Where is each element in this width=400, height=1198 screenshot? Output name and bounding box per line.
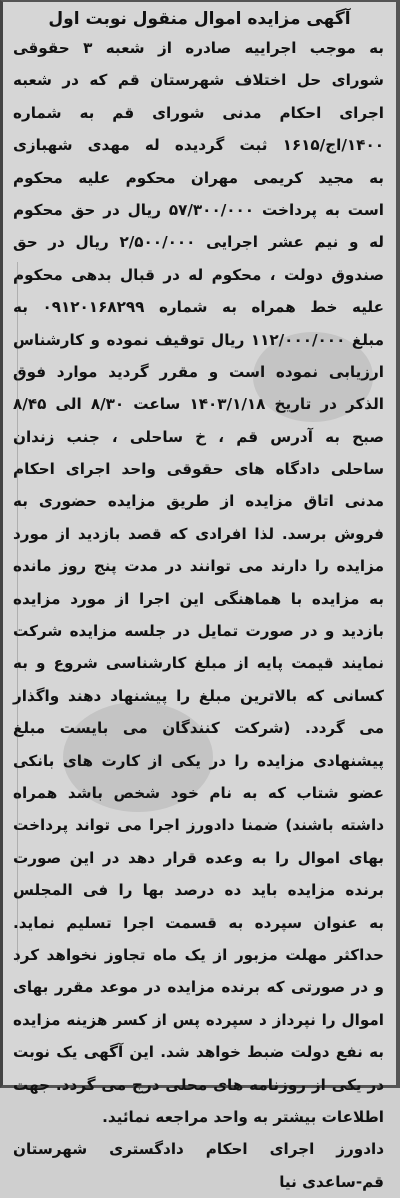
notice-line: بازدید و در صورت تمایل در جلسه مزایده شرکت bbox=[13, 622, 384, 641]
paper-stain bbox=[253, 332, 373, 422]
notice-line: مدنی اتاق مزایده از طریق مزایده حضوری به bbox=[13, 492, 384, 511]
notice-line: پیشنهادی مزایده را در یکی از کارت های بانکی bbox=[13, 751, 384, 770]
notice-line: له و نیم عشر اجرایی ۲/۵۰۰/۰۰۰ ریال در حق bbox=[13, 233, 384, 252]
notice-line: ساحلی دادگاه های حقوقی واحد اجرای احکام bbox=[13, 460, 384, 479]
notice-title: آگهی مزایده اموال منقول نوبت اول bbox=[48, 9, 351, 29]
notice-line: کسانی که بالاترین مبلغ را پیشنهاد دهند واگذار bbox=[13, 686, 384, 705]
notice-line: به نفع دولت ضبط خواهد شد. این آگهی یک نوبت bbox=[13, 1043, 384, 1062]
notice-line: داشته باشند) ضمنا دادورز اجرا می تواند پرداخت bbox=[13, 816, 384, 835]
notice-line: حداکثر مهلت مزبور از یک ماه تجاوز نخواهد کرد bbox=[13, 945, 384, 964]
notice-line: به عنوان سپرده به قسمت اجرا تسلیم نماید. bbox=[13, 913, 384, 932]
notice-line: و در صورتی که برنده مزایده در موعد مقرر بهای bbox=[13, 978, 384, 997]
notice-line: ۱۴۰۰/اج/۱۶۱۵ ثبت گردیده له مهدی شهبازی bbox=[13, 136, 384, 155]
notice-line: مزایده را دارند می توانند در مدت پنج روز مانده bbox=[13, 557, 384, 576]
notice-line: صبح به آدرس قم ، خ ساحلی ، جنب زندان bbox=[13, 427, 384, 446]
notice-line: فروش برسد. لذا افرادی که قصد بازدید از مورد bbox=[13, 524, 384, 543]
notice-line: اجرای احکام مدنی شورای قم به شماره bbox=[13, 103, 384, 122]
notice-line: عضو شتاب که به نام خود شخص باشد همراه bbox=[13, 783, 384, 802]
notice-line: به مجید کریمی مهران محکوم علیه محکوم bbox=[13, 168, 384, 187]
notice-line: به مزایده با هماهنگی این اجرا از مورد مزایده bbox=[13, 589, 384, 608]
notice-line: اموال را نپرداز د سپرده پس از کسر هزینه مزایده bbox=[13, 1010, 384, 1029]
notice-line: علیه خط همراه به شماره ۰۹۱۲۰۱۶۸۲۹۹ به bbox=[13, 298, 385, 317]
notice-line: در یکی از روزنامه های محلی درج می گردد. جهت bbox=[13, 1075, 384, 1094]
notice-line: می گردد. (شرکت کنندگان می بایست مبلغ bbox=[13, 719, 384, 738]
notice-line: الذکر در تاریخ ۱۴۰۳/۱/۱۸ ساعت ۸/۳۰ الی ۸/۴۵ bbox=[13, 395, 384, 414]
notice-line: صندوق دولت ، محکوم له در قبال بدهی محکوم bbox=[13, 265, 384, 284]
notice-signature: دادورز اجرای احکام دادگستری شهرستان bbox=[13, 1140, 384, 1159]
notice-signature-name: قم-ساعدی نیا bbox=[279, 1172, 384, 1191]
paper-stain bbox=[63, 702, 213, 812]
notice-body bbox=[3, 32, 396, 1198]
notice-line: اطلاعات بیشتر به واحد مراجعه نمائید. bbox=[102, 1107, 384, 1126]
notice-line: ارزیابی نموده است و مقرر گردید موارد فوق bbox=[13, 362, 384, 381]
notice-line: به موجب اجراییه صادره از شعبه ۳ حقوقی bbox=[13, 39, 384, 57]
notice-line: برنده مزایده باید ده درصد بها را فی المجلس bbox=[13, 881, 384, 900]
notice-line: نمایند قیمت پایه از مبلغ کارشناسی شروع و به bbox=[13, 654, 384, 673]
notice-line: است به پرداخت ۵۷/۳۰۰/۰۰۰ ریال در حق محکوم bbox=[13, 200, 385, 219]
notice-line: بهای اموال را به وعده قرار دهد در این صورت bbox=[13, 848, 384, 867]
notice-line: مبلغ ۱۱۲/۰۰۰/۰۰۰ ریال توقیف نموده و کارشناس bbox=[13, 330, 384, 349]
notice-line: شورای حل اختلاف شهرستان قم که در شعبه bbox=[13, 71, 384, 90]
paper-crease bbox=[17, 262, 18, 962]
